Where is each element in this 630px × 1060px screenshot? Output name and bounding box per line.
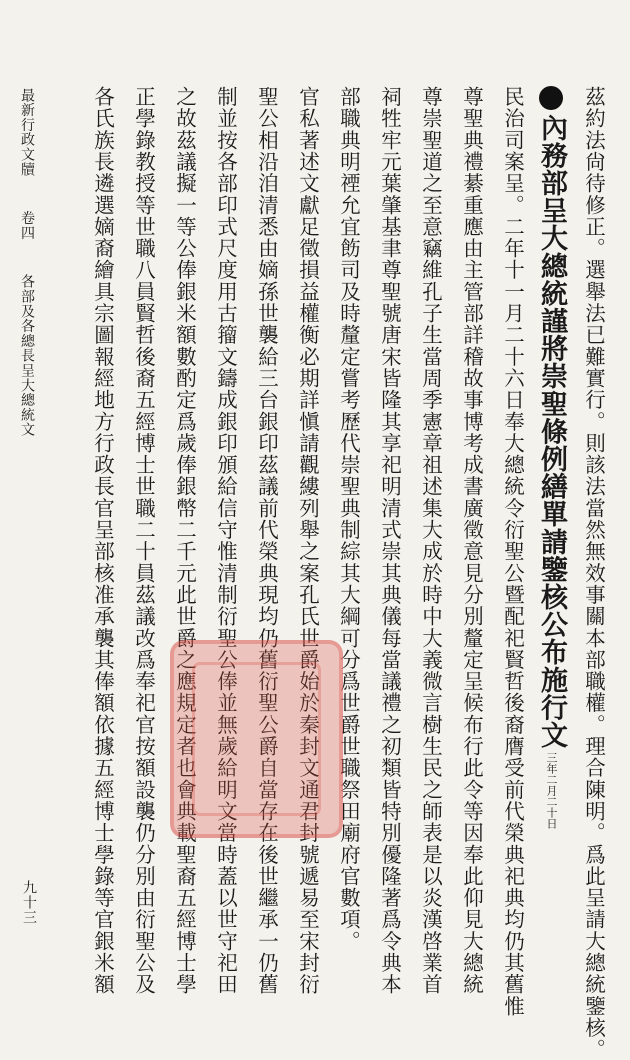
document-title-column (538, 86, 565, 976)
text-column-9: 制並按各部印式尺度用古籀文鑄成銀印頒給信守惟清制衍聖公俸並無歲給明文當時蓋以世守祀田 (213, 86, 238, 996)
text-column-1: 茲約法尙待修正。選舉法已難實行。則該法當然無效事關本部職權。理合陳明。爲此呈請大總統鑒核。 (581, 86, 606, 1060)
book-title: 最新行政文牘 (19, 88, 35, 177)
library-seal-stamp (170, 640, 343, 838)
seal-border (192, 662, 321, 816)
text-column-3: 尊聖典禮綦重應由主管部詳稽故事博考成書廣徵意見分別釐定呈候布行此令等因奉此仰見大總統 (459, 86, 484, 996)
text-column-10: 之故茲議擬一等公俸銀米額數酌定爲歲俸銀幣二千元此世爵之應規定者也會典載聖裔五經博士學 (172, 86, 197, 996)
page-number: 九十三 (21, 880, 37, 925)
text-column-7: 官私著述文獻足徵損益權衡必期詳愼請觀縷列舉之案孔氏世爵始於秦封文通君封號遞易至宋封衍 (295, 86, 320, 996)
text-column-5: 祠牲牢元葉肇基聿尊聖號唐宋皆隆其享祀明清式崇其典儀每當議禮之初類皆特別優隆著爲令典本 (377, 86, 402, 996)
title-date: 三年二月二十日 (545, 751, 558, 829)
text-column-8: 聖公相沿洎清悉由嫡孫世襲給三台銀印茲議前代榮典現均仍舊衍聖公爵自當存在後世繼承一仍舊 (254, 86, 279, 996)
volume-label: 卷四 (19, 210, 35, 241)
document-title: 內務部呈大總統謹將崇聖條例繕單請鑒核公布施行文 (536, 114, 567, 749)
text-column-4: 尊崇聖道之至意竊維孔子生當周季憲章祖述集大成於時中大義微言樹生民之師表是以炎漢啓業首 (418, 86, 443, 996)
text-column-12: 各氏族長遴選嫡裔繪具宗圖報經地方行政長官呈部核准承襲其俸額依據五經博士學錄等官銀米額 (90, 86, 115, 996)
text-column-11: 正學錄教授等世職八員賢哲後裔五經博士世職二十員茲議改爲奉祀官按額設襲仍分別由衍聖公及 (131, 86, 156, 996)
bullet-icon (539, 86, 563, 110)
text-column-2: 民治司案呈。二年十一月二十六日奉大總統令衍聖公暨配祀賢哲後裔膺受前代榮典祀典均仍其舊惟 (500, 86, 525, 1017)
text-column-6: 部職典明禋允宜飭司及時釐定嘗考歷代崇聖典制綜其大綱可分爲世爵世職祭田廟府官數項。 (336, 86, 361, 952)
footer-running-title (20, 88, 34, 948)
section-title: 各部及各總長呈大總統文 (19, 274, 35, 438)
